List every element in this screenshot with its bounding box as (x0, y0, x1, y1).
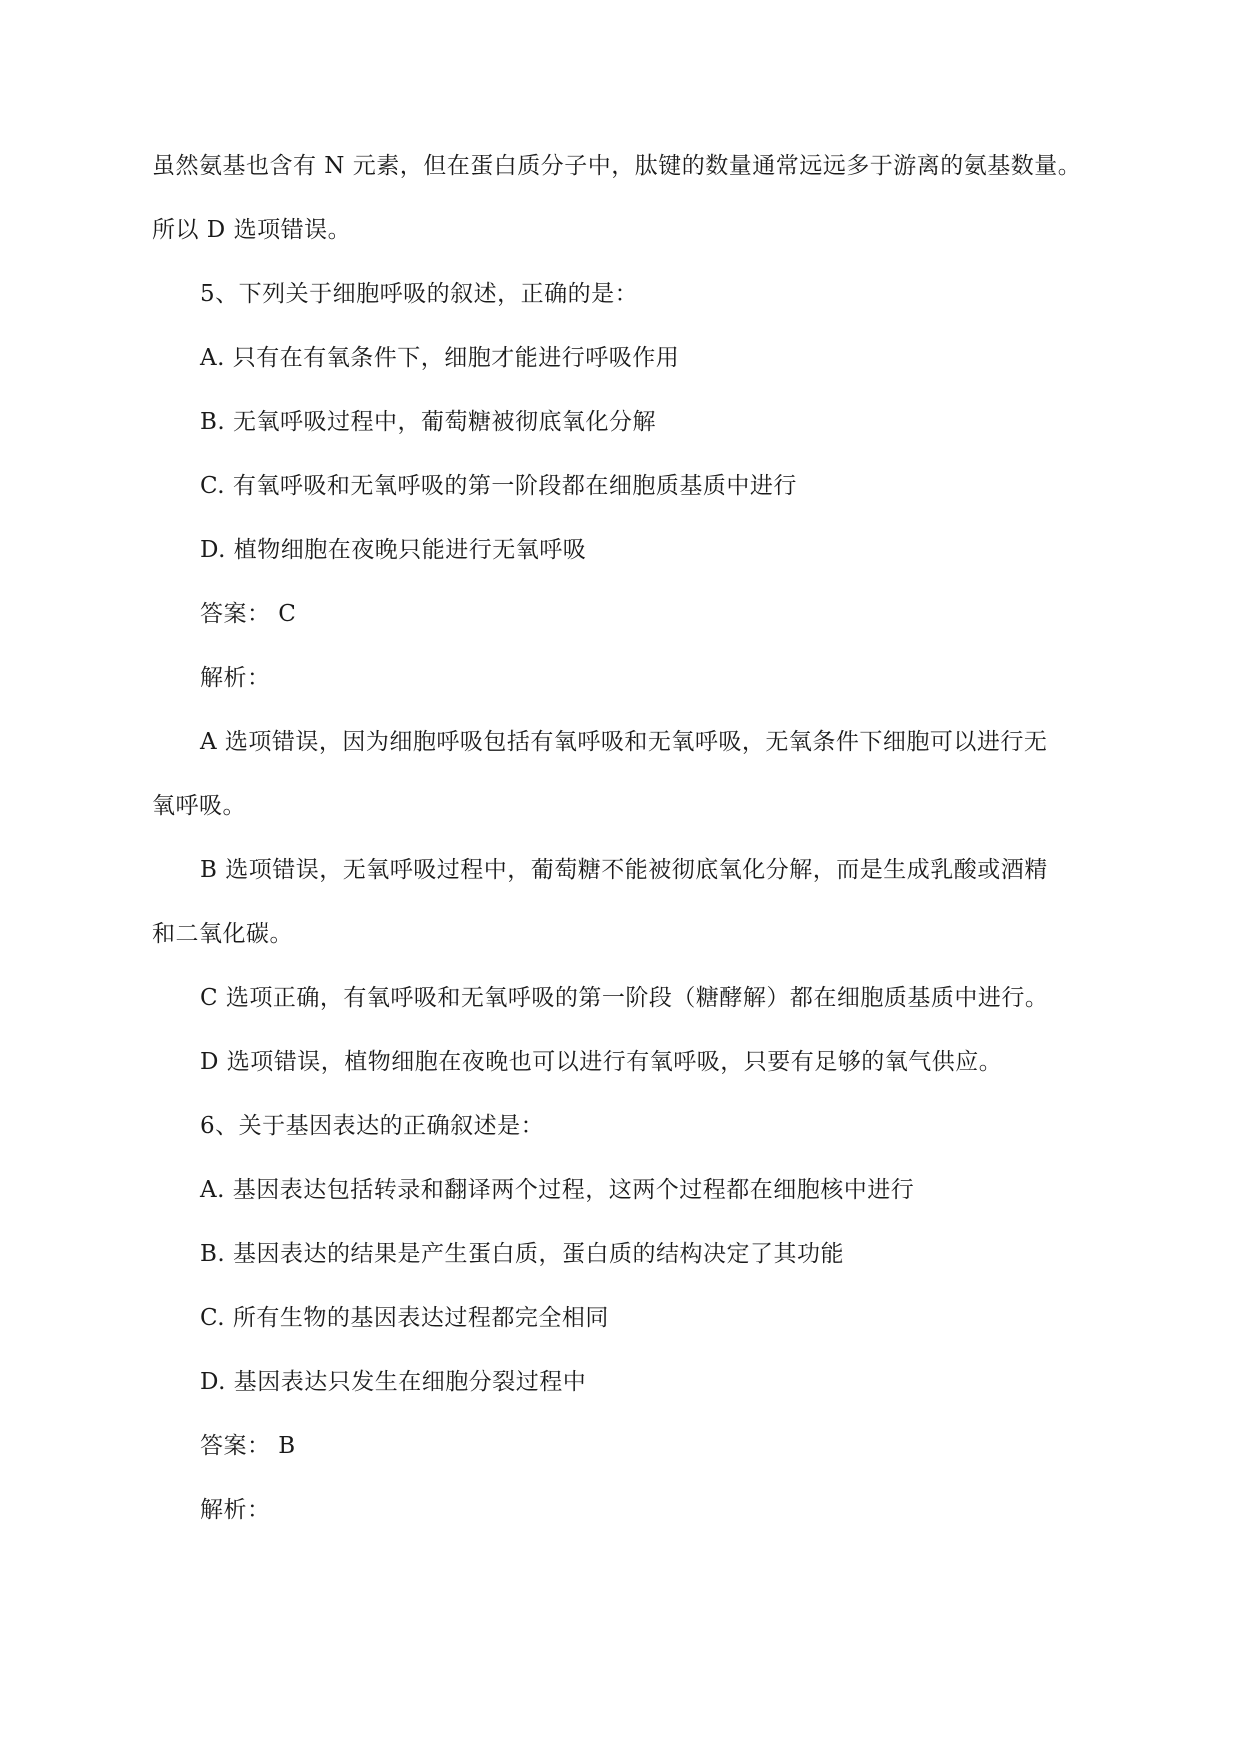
analysis-heading: 解析： (200, 665, 271, 691)
analysis-paragraph: B 选项错误，无氧呼吸过程中，葡萄糖不能被彻底氧化分解，而是生成乳酸或酒精 (200, 857, 1048, 883)
answer-line: 答案： C (200, 601, 297, 627)
analysis-paragraph: C 选项正确，有氧呼吸和无氧呼吸的第一阶段（糖酵解）都在细胞质基质中进行。 (200, 985, 1049, 1011)
answer-line: 答案： B (200, 1433, 296, 1459)
paragraph-line: 虽然氨基也含有 N 元素，但在蛋白质分子中，肽键的数量通常远远多于游离的氨基数量。 (152, 153, 1082, 179)
analysis-heading: 解析： (200, 1497, 271, 1523)
option-a: A. 基因表达包括转录和翻译两个过程，这两个过程都在细胞核中进行 (200, 1177, 915, 1203)
question-stem: 5、下列关于细胞呼吸的叙述，正确的是： (200, 281, 639, 307)
question-stem: 6、关于基因表达的正确叙述是： (200, 1113, 545, 1139)
paragraph-line: 所以 D 选项错误。 (152, 217, 352, 243)
option-b: B. 基因表达的结果是产生蛋白质，蛋白质的结构决定了其功能 (200, 1241, 845, 1267)
option-c: C. 有氧呼吸和无氧呼吸的第一阶段都在细胞质基质中进行 (200, 473, 797, 499)
option-d: D. 基因表达只发生在细胞分裂过程中 (200, 1369, 587, 1395)
option-c: C. 所有生物的基因表达过程都完全相同 (200, 1305, 609, 1331)
analysis-paragraph: 和二氧化碳。 (152, 921, 293, 947)
analysis-paragraph: 氧呼吸。 (152, 793, 246, 819)
option-b: B. 无氧呼吸过程中，葡萄糖被彻底氧化分解 (200, 409, 657, 435)
option-d: D. 植物细胞在夜晚只能进行无氧呼吸 (200, 537, 587, 563)
analysis-paragraph: A 选项错误，因为细胞呼吸包括有氧呼吸和无氧呼吸，无氧条件下细胞可以进行无 (200, 729, 1048, 755)
analysis-paragraph: D 选项错误，植物细胞在夜晚也可以进行有氧呼吸，只要有足够的氧气供应。 (200, 1049, 1003, 1075)
option-a: A. 只有在有氧条件下，细胞才能进行呼吸作用 (200, 345, 680, 371)
